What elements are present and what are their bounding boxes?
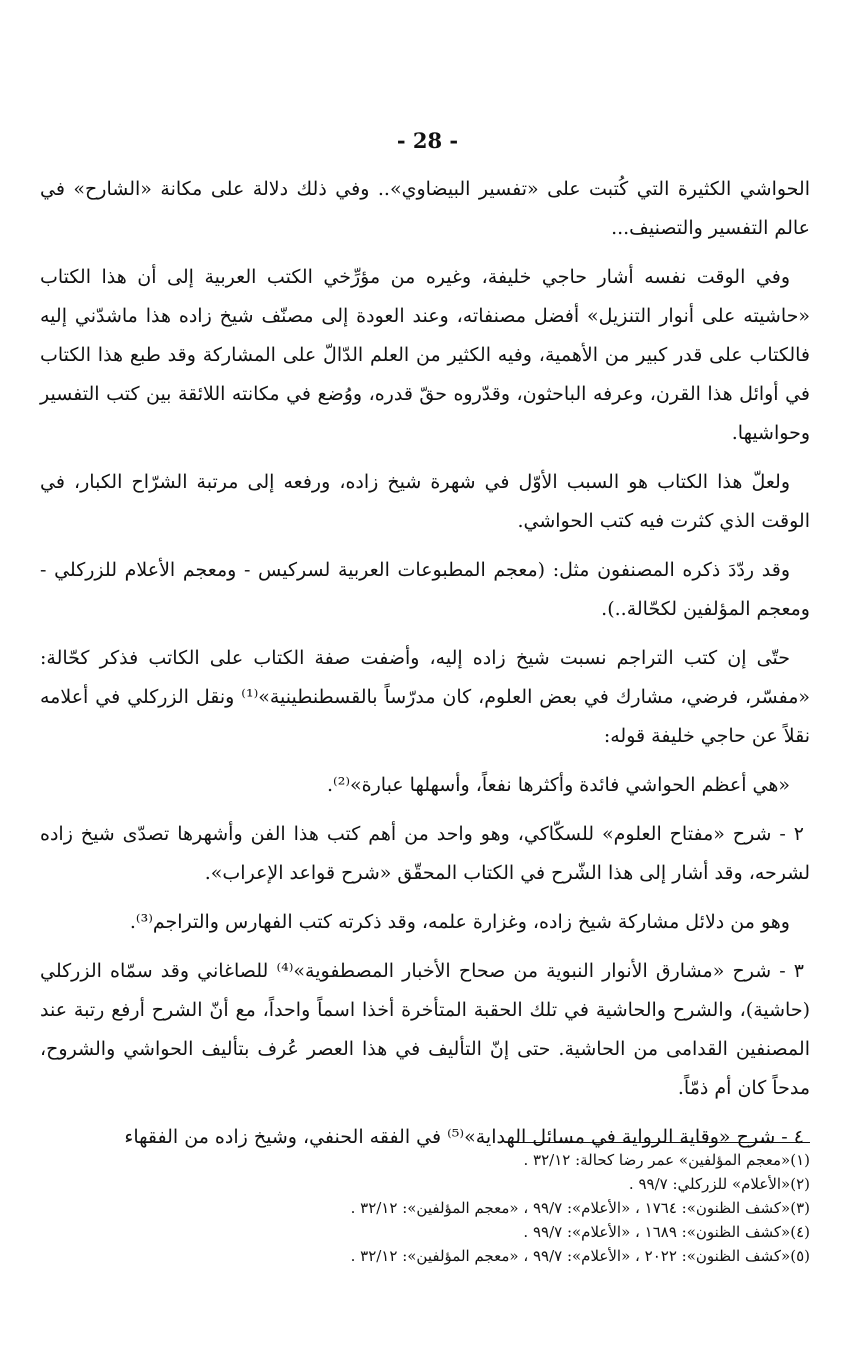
footnote-divider xyxy=(505,1142,810,1143)
paragraph-biographies: حتّى إن كتب التراجم نسبت شيخ زاده إليه، وأضفت صفة الكتاب على الكاتب فذكر كحّالة: «مفسّر، فرضي، مشارك في بعض العلوم، كان مدرّساً بالقسطنطينية»⁽¹⁾ ونقل الزركلي في أعلامه نقلاً عن حاجي خليفة قوله: xyxy=(40,647,810,747)
body-text xyxy=(40,170,810,1167)
paragraph-quote: «هي أعظم الحواشي فائدة وأكثرها نفعاً، وأسهلها عبارة»⁽²⁾. xyxy=(327,774,790,796)
list-item-4: ٤ - شرح «وقاية الرواية في مسائل الهداية»⁽⁵⁾ في الفقه الحنفي، وشيخ زاده من الفقهاء xyxy=(124,1126,804,1148)
paragraph-hashiya-importance: وفي الوقت نفسه أشار حاجي خليفة، وغيره من مؤرِّخي الكتب العربية إلى أن هذا الكتاب «حاشيته على أنوار التنزيل» أفضل مصنفاته، وعند العودة إلى مصنّف شيخ زاده هذا ماشدّني إليه فالكتاب على قدر كبير من الأهمية، وفيه الكثير من العلم الدّالّ على المشاركة وقد طبع هذا الكتاب في أوائل هذا القرن، وعرفه الباحثون، وقدّروه حقّ قدره، ووُضع في مكانته اللائقة بين كتب التفسير وحواشيها. xyxy=(40,266,810,444)
footnote-3: (٣)«كشف الظنون»: ١٧٦٤ ، «الأعلام»: ٩٩/٧ ، «معجم المؤلفين»: ٣٢/١٢ . xyxy=(350,1199,810,1217)
footnotes xyxy=(40,1148,810,1268)
paragraph-shariha-status: الحواشي الكثيرة التي كُتبت على «تفسير البيضاوي».. وفي ذلك دلالة على مكانة «الشارح» في عالم التفسير والتصنيف... xyxy=(40,178,810,239)
paragraph-fame-cause: ولعلّ هذا الكتاب هو السبب الأوّل في شهرة شيخ زاده، ورفعه إلى مرتبة الشرّاح الكبار، في الوقت الذي كثرت فيه كتب الحواشي. xyxy=(40,471,810,532)
list-item-2: ٢ - شرح «مفتاح العلوم» للسكّاكي، وهو واحد من أهم كتب هذا الفن وأشهرها تصدّى شيخ زاده لشرحه، وقد أشار إلى هذا الشّرح في الكتاب المحقّق «شرح قواعد الإعراب». xyxy=(40,823,810,884)
footnote-2: (٢)«الأعلام» للزركلي: ٩٩/٧ . xyxy=(628,1175,810,1193)
paragraph-mentions: وقد ردّدَ ذكره المصنفون مثل: (معجم المطبوعات العربية لسركيس - ومعجم الأعلام للزركلي - ومعجم المؤلفين لكحّالة..). xyxy=(40,559,810,620)
paragraph-participation: وهو من دلائل مشاركة شيخ زاده، وغزارة علمه، وقد ذكرته كتب الفهارس والتراجم⁽³⁾. xyxy=(129,911,790,933)
footnote-5: (٥)«كشف الظنون»: ٢٠٢٢ ، «الأعلام»: ٩٩/٧ ، «معجم المؤلفين»: ٣٢/١٢ . xyxy=(350,1247,810,1265)
footnote-1: (١)«معجم المؤلفين» عمر رضا كحالة: ٣٢/١٢ . xyxy=(523,1151,810,1169)
list-item-3: ٣ - شرح «مشارق الأنوار النبوية من صحاح الأخبار المصطفوية»⁽⁴⁾ للصاغاني وقد سمّاه الزركلي (حاشية)، والشرح والحاشية في تلك الحقبة المتأخرة أخذا اسماً واحداً، مع أنّ الشرح أرفع رتبة عند المصنفين القدامى من الحاشية. حتى إنّ التأليف في هذا العصر عُرف بتأليف الحواشي والشروح، مدحاً كان أم ذمّاً. xyxy=(40,960,810,1099)
page-number: - 28 - xyxy=(396,128,459,153)
footnote-4: (٤)«كشف الظنون»: ١٦٨٩ ، «الأعلام»: ٩٩/٧ . xyxy=(523,1223,810,1241)
